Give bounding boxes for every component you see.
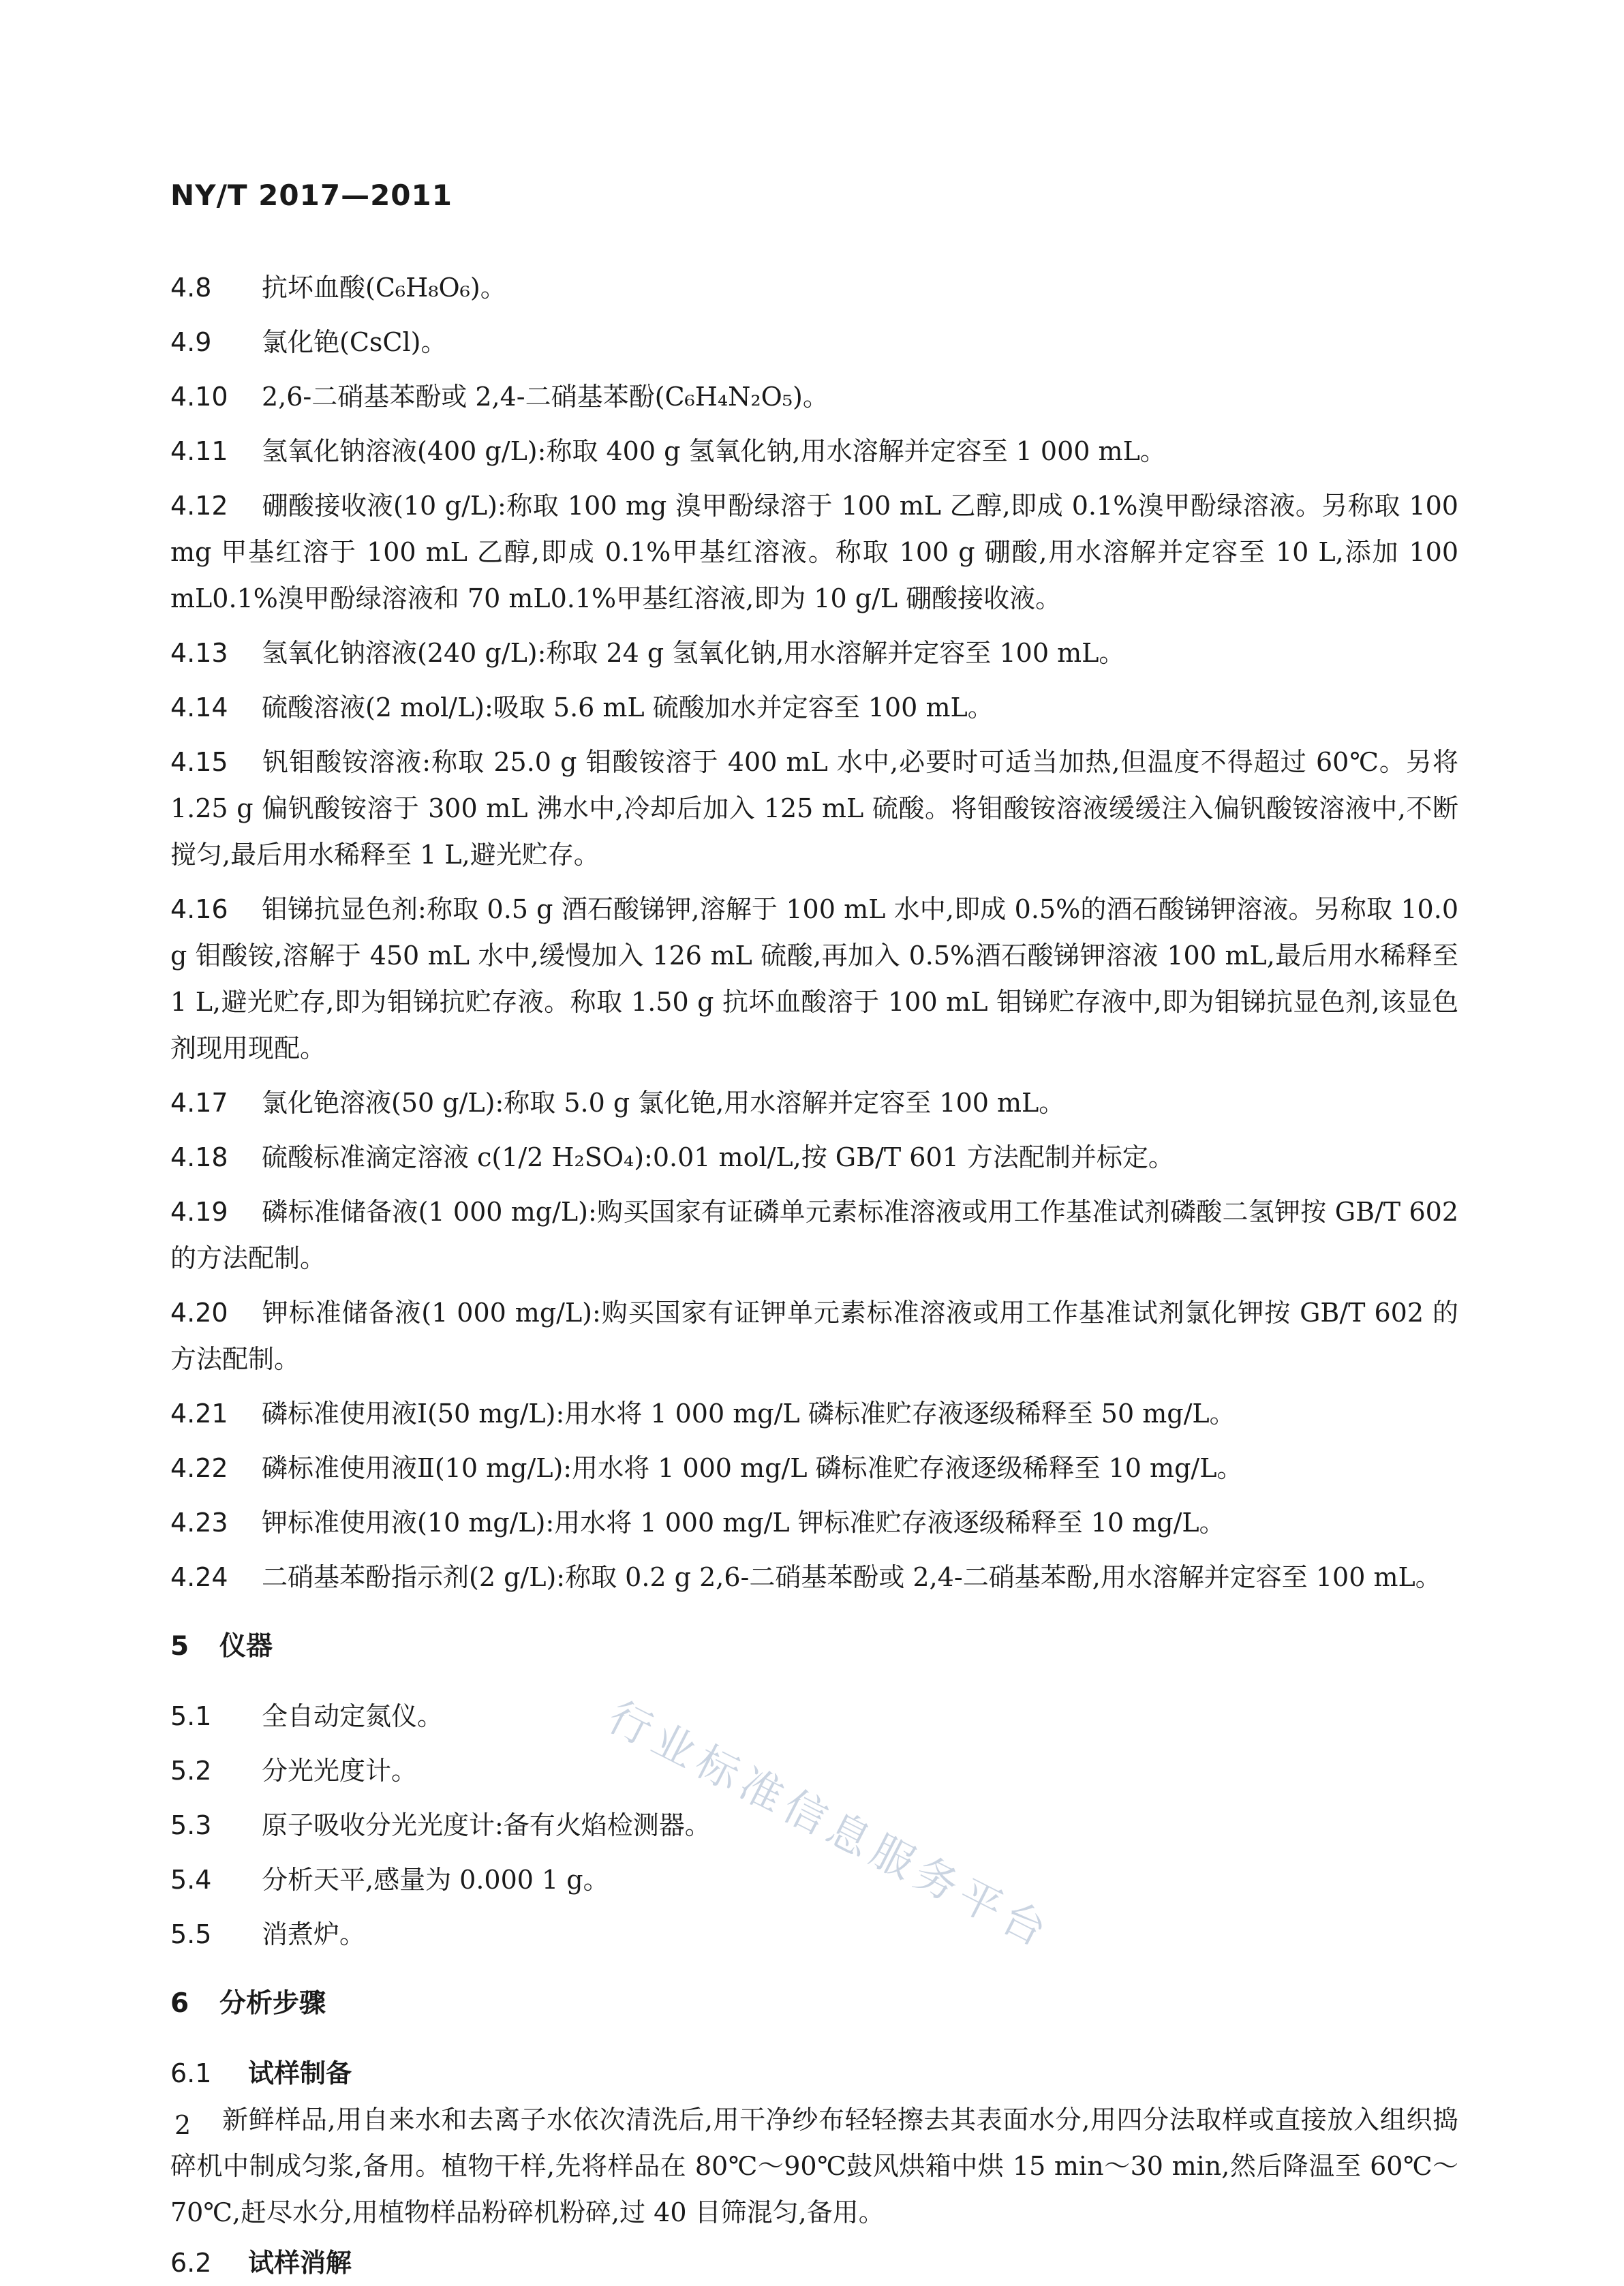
subsection-heading bbox=[170, 2050, 1458, 2097]
item-number: 5.2 bbox=[170, 1756, 212, 1786]
list-item bbox=[170, 739, 1458, 878]
subsection-title: 试样消解 bbox=[248, 2248, 352, 2278]
list-item bbox=[170, 1290, 1458, 1382]
list-item bbox=[170, 264, 1458, 311]
item-text: 氯化铯(CsCl)。 bbox=[262, 327, 447, 357]
item-number: 5.1 bbox=[170, 1701, 212, 1731]
item-text: 钼锑抗显色剂:称取 0.5 g 酒石酸锑钾,溶解于 100 mL 水中,即成 0.5%的酒石酸锑钾溶液。另称取 10.0 g 钼酸铵,溶解于 450 mL 水中,缓慢加入 126 mL 硫酸,再加入 0.5%酒石酸锑钾溶液 100 mL,最后用水稀释至 1 L,避光贮存,即为钼锑抗贮存液。称取 1.50 g 抗坏血酸溶于 100 mL 钼锑贮存液中,即为钼锑抗显色剂,该显色剂现用现配。 bbox=[170, 894, 1458, 1063]
item-text: 原子吸收分光光度计:备有火焰检测器。 bbox=[262, 1810, 711, 1840]
list-item bbox=[170, 1857, 1458, 1903]
section-heading bbox=[170, 1624, 1458, 1670]
list-item bbox=[170, 1134, 1458, 1180]
item-text: 钾标准储备液(1 000 mg/L):购买国家有证钾单元素标准溶液或用工作基准试剂氯化钾按 GB/T 602 的方法配制。 bbox=[170, 1298, 1458, 1374]
item-text: 抗坏血酸(C₆H₈O₆)。 bbox=[262, 273, 506, 303]
list-item bbox=[170, 1554, 1458, 1600]
list-item bbox=[170, 1445, 1458, 1491]
item-text: 全自动定氮仪。 bbox=[262, 1701, 444, 1731]
list-item bbox=[170, 483, 1458, 622]
list-item bbox=[170, 886, 1458, 1071]
item-text: 氢氧化钠溶液(400 g/L):称取 400 g 氢氧化钠,用水溶解并定容至 1 000 mL。 bbox=[262, 436, 1166, 466]
section-number: 5 bbox=[170, 1631, 189, 1662]
section-heading bbox=[170, 1981, 1458, 2027]
item-number: 4.14 bbox=[170, 692, 228, 722]
item-number: 5.4 bbox=[170, 1865, 212, 1895]
item-number: 4.22 bbox=[170, 1453, 228, 1483]
document-body bbox=[170, 264, 1458, 2286]
reagent-list bbox=[170, 264, 1458, 1600]
section-number: 6 bbox=[170, 1988, 189, 2019]
item-number: 4.15 bbox=[170, 747, 228, 777]
list-item bbox=[170, 1189, 1458, 1281]
item-number: 4.12 bbox=[170, 491, 228, 521]
list-item bbox=[170, 684, 1458, 731]
subsection-heading bbox=[170, 2240, 1458, 2286]
item-text: 分光光度计。 bbox=[262, 1756, 418, 1786]
item-number: 4.8 bbox=[170, 273, 212, 303]
section-title: 仪器 bbox=[219, 1631, 273, 1662]
list-item bbox=[170, 428, 1458, 474]
item-number: 4.16 bbox=[170, 894, 228, 924]
list-item bbox=[170, 1499, 1458, 1546]
item-number: 4.13 bbox=[170, 638, 228, 668]
item-number: 5.3 bbox=[170, 1810, 212, 1840]
item-number: 4.24 bbox=[170, 1562, 228, 1592]
item-text: 2,6-二硝基苯酚或 2,4-二硝基苯酚(C₆H₄N₂O₅)。 bbox=[262, 382, 829, 412]
item-text: 钾标准使用液(10 mg/L):用水将 1 000 mg/L 钾标准贮存液逐级稀释至 10 mg/L。 bbox=[262, 1508, 1225, 1538]
item-text: 硼酸接收液(10 g/L):称取 100 mg 溴甲酚绿溶于 100 mL 乙醇,即成 0.1%溴甲酚绿溶液。另称取 100 mg 甲基红溶于 100 mL 乙醇,即成 0.1%甲基红溶液。称取 100 g 硼酸,用水溶解并定容至 10 L,添加 100 mL0.1%溴甲酚绿溶液和 70 mL0.1%甲基红溶液,即为 10 g/L 硼酸接收液。 bbox=[170, 491, 1458, 613]
item-text: 硫酸溶液(2 mol/L):吸取 5.6 mL 硫酸加水并定容至 100 mL。 bbox=[262, 692, 994, 722]
item-text: 二硝基苯酚指示剂(2 g/L):称取 0.2 g 2,6-二硝基苯酚或 2,4-二硝基苯酚,用水溶解并定容至 100 mL。 bbox=[262, 1562, 1441, 1592]
subsection-title: 试样制备 bbox=[248, 2058, 352, 2088]
list-item bbox=[170, 630, 1458, 676]
item-number: 4.11 bbox=[170, 436, 228, 466]
list-item bbox=[170, 374, 1458, 420]
item-text: 氯化铯溶液(50 g/L):称取 5.0 g 氯化铯,用水溶解并定容至 100 mL。 bbox=[262, 1088, 1065, 1118]
item-text: 氢氧化钠溶液(240 g/L):称取 24 g 氢氧化钠,用水溶解并定容至 100 mL。 bbox=[262, 638, 1125, 668]
item-text: 消煮炉。 bbox=[262, 1919, 366, 1949]
item-number: 4.23 bbox=[170, 1508, 228, 1538]
item-number: 4.18 bbox=[170, 1142, 228, 1172]
list-item bbox=[170, 1390, 1458, 1437]
subsection-number: 6.1 bbox=[170, 2058, 212, 2088]
page-number: 2 bbox=[174, 2110, 191, 2140]
item-number: 4.21 bbox=[170, 1399, 228, 1429]
item-number: 5.5 bbox=[170, 1919, 212, 1949]
item-number: 4.9 bbox=[170, 327, 212, 357]
watermark: 行业标准信息服务平台 bbox=[600, 1691, 1060, 1959]
section-title: 分析步骤 bbox=[219, 1988, 326, 2019]
list-item bbox=[170, 319, 1458, 365]
item-number: 4.20 bbox=[170, 1298, 228, 1328]
paragraph: 新鲜样品,用自来水和去离子水依次清洗后,用干净纱布轻轻擦去其表面水分,用四分法取样或直接放入组织捣碎机中制成匀浆,备用。植物干样,先将样品在 80℃～90℃鼓风烘箱中烘 15 min～30 min,然后降温至 60℃～70℃,赶尽水分,用植物样品粉碎机粉碎,过 40 目筛混匀,备用。 bbox=[170, 2105, 1458, 2227]
item-text: 分析天平,感量为 0.000 1 g。 bbox=[262, 1865, 609, 1895]
list-item bbox=[170, 1911, 1458, 1957]
item-text: 钒钼酸铵溶液:称取 25.0 g 钼酸铵溶于 400 mL 水中,必要时可适当加热,但温度不得超过 60℃。另将 1.25 g 偏钒酸铵溶于 300 mL 沸水中,冷却后加入 125 mL 硫酸。将钼酸铵溶液缓缓注入偏钒酸铵溶液中,不断搅匀,最后用水稀释至 1 L,避光贮存。 bbox=[170, 747, 1458, 870]
item-number: 4.17 bbox=[170, 1088, 228, 1118]
item-number: 4.10 bbox=[170, 382, 228, 412]
item-text: 硫酸标准滴定溶液 c(1/2 H₂SO₄):0.01 mol/L,按 GB/T 601 方法配制并标定。 bbox=[262, 1142, 1174, 1172]
item-number: 4.19 bbox=[170, 1197, 228, 1227]
list-item bbox=[170, 1080, 1458, 1126]
item-text: 磷标准使用液Ⅰ(50 mg/L):用水将 1 000 mg/L 磷标准贮存液逐级稀释至 50 mg/L。 bbox=[262, 1399, 1236, 1429]
item-text: 磷标准使用液Ⅱ(10 mg/L):用水将 1 000 mg/L 磷标准贮存液逐级稀释至 10 mg/L。 bbox=[262, 1453, 1243, 1483]
list-item bbox=[170, 1693, 1458, 1739]
standard-number: NY/T 2017—2011 bbox=[170, 179, 453, 212]
subsection-number: 6.2 bbox=[170, 2248, 212, 2278]
item-text: 磷标准储备液(1 000 mg/L):购买国家有证磷单元素标准溶液或用工作基准试剂磷酸二氢钾按 GB/T 602 的方法配制。 bbox=[170, 1197, 1458, 1273]
